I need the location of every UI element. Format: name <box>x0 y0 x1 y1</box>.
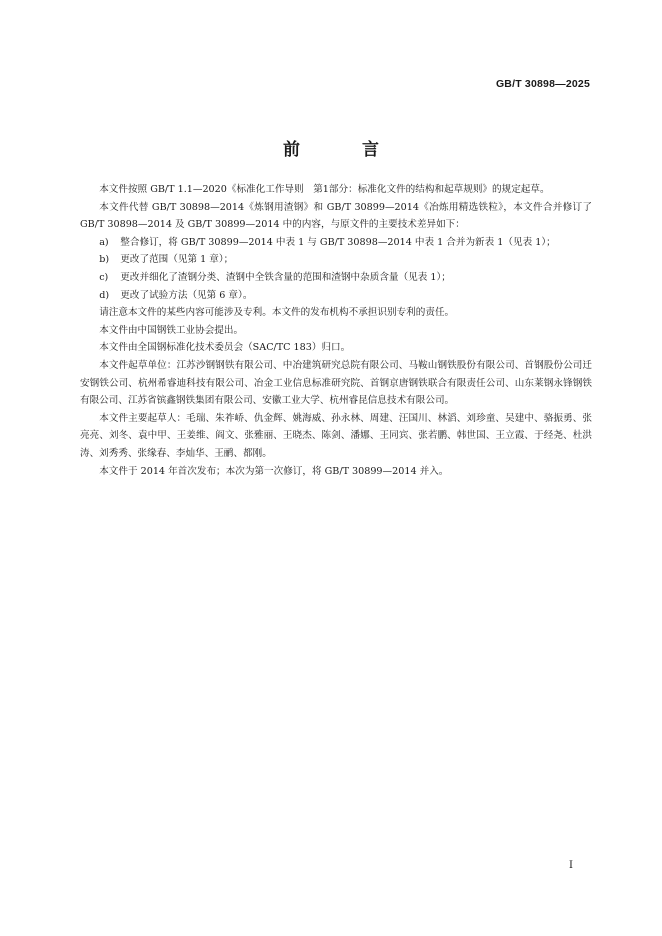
paragraph-history: 本文件于 2014 年首次发布；本次为第一次修订，将 GB/T 30899—2014 并入。 <box>99 465 449 477</box>
change-item-text: 更改并细化了渣钢分类、渣钢中全铁含量的范围和渣钢中杂质含量（见表 1）； <box>120 271 451 283</box>
change-item <box>80 287 592 305</box>
paragraph-patent-notice: 请注意本文件的某些内容可能涉及专利。本文件的发布机构不承担识别专利的责任。 <box>99 307 455 319</box>
change-item-mark: b) <box>99 254 110 266</box>
change-item-mark: c) <box>99 271 109 283</box>
change-item-mark: d) <box>99 289 110 301</box>
change-item-text: 整合修订，将 GB/T 30899—2014 中表 1 与 GB/T 30898—2014 中表 1 合并为新表 1（见表 1）； <box>120 236 556 248</box>
change-item <box>80 251 592 269</box>
paragraph-proposer: 本文件由中国钢铁工业协会提出。 <box>99 324 244 336</box>
change-item <box>80 269 592 287</box>
standard-number: GB/T 30898—2025 <box>495 78 590 90</box>
change-item <box>80 234 592 252</box>
page-number: I <box>569 860 573 871</box>
foreword-body <box>80 181 592 480</box>
paragraph-drafting-rule: 本文件按照 GB/T 1.1—2020《标准化工作导则 第1部分：标准化文件的结构和起草规则》的规定起草。 <box>99 184 550 195</box>
change-item-text: 更改了范围（见第 1 章）； <box>120 254 234 266</box>
paragraph-drafting-units: 本文件起草单位：江苏沙钢钢铁有限公司、中冶建筑研究总院有限公司、马鞍山钢铁股份有限公司、首钢股份公司迁安钢铁公司、杭州希睿迪科技有限公司、冶金工业信息标准研究院、首钢京唐钢铁联合有限责任公司、山东莱钢永锋钢铁有限公司、江苏省镔鑫钢铁集团有限公司、安徽工业大学、杭州睿昆信息技术有限公司。 <box>80 359 592 407</box>
paragraph-drafters: 本文件主要起草人：毛瑞、朱祚峤、仇金辉、姚海威、孙永林、周建、汪国川、林滔、刘珍童、吴建中、骆振勇、张亮亮、刘冬、袁中甲、王姜维、阎文、张雅丽、王晓杰、陈剑、潘娜、王同宾、张若鹏、韩世国、王立霞、于经尧、杜洪涛、刘秀秀、张缘春、李灿华、王鹂、都刚。 <box>80 412 592 459</box>
change-item-mark: a) <box>99 236 109 248</box>
change-item-text: 更改了试验方法（见第 6 章）。 <box>120 289 253 301</box>
paragraph-committee: 本文件由全国钢标准化技术委员会（SAC/TC 183）归口。 <box>99 342 351 354</box>
paragraph-replacement: 本文件代替 GB/T 30898—2014《炼钢用渣钢》和 GB/T 30899—2014《冶炼用精选铁粒》，本文件合并修订了 GB/T 30898—2014 及 GB/T 30899—2014 中的内容，与原文件的主要技术差异如下： <box>80 201 592 231</box>
page-title: 前 言 <box>283 140 407 160</box>
